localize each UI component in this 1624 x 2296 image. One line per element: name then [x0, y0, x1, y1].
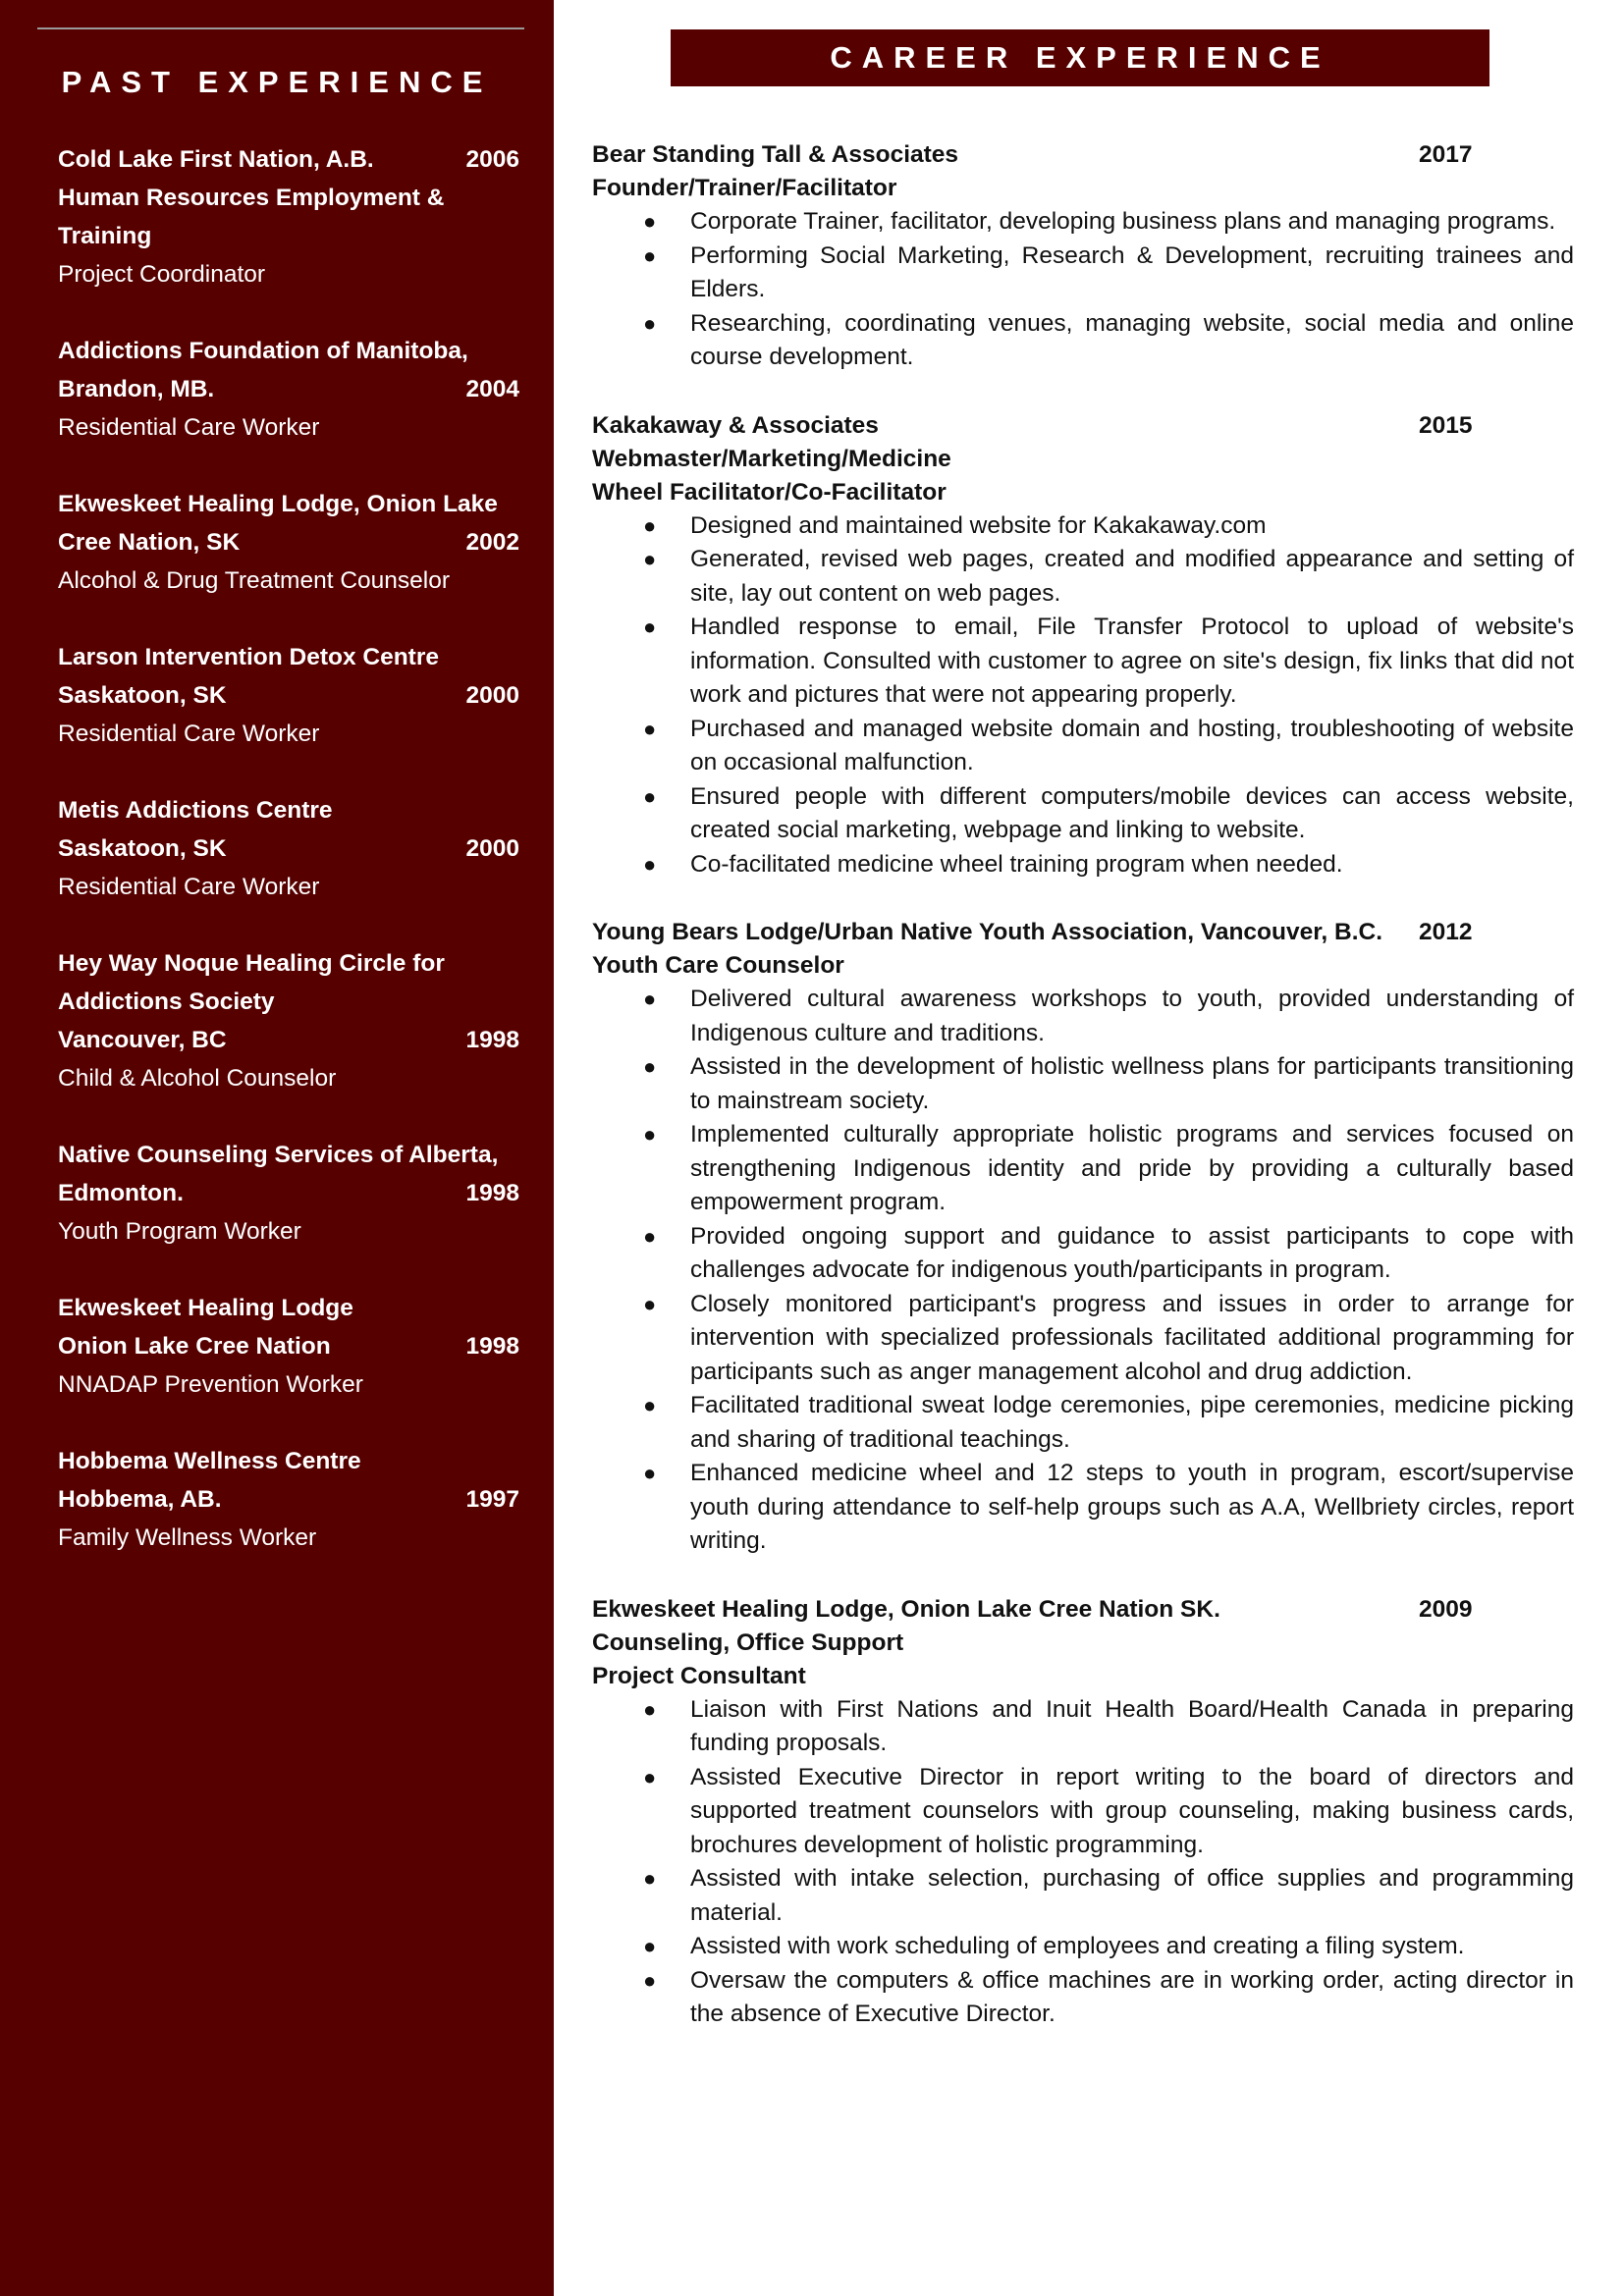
- job-title: Project Consultant: [592, 1662, 806, 1689]
- job-bullet: [592, 1693, 1574, 1761]
- job-year: 2015: [1419, 411, 1473, 439]
- past-entry-role: Residential Care Worker: [58, 721, 320, 747]
- job-bullet-text: Liaison with First Nations and Inuit Health Board/Health Canada in preparing funding proposals.: [690, 1695, 1574, 1756]
- job-bullet: [592, 1389, 1574, 1457]
- job-bullet-text: Enhanced medicine wheel and 12 steps to youth in program, escort/supervise youth during attendance to self-help groups such as A.A, Wellbriety circles, report writing.: [690, 1460, 1574, 1554]
- job-title: Founder/Trainer/Facilitator: [592, 175, 897, 201]
- past-experience-entry: [58, 485, 519, 600]
- past-entry-org: Saskatoon, SK: [58, 835, 227, 862]
- past-entry-year: 1998: [465, 1333, 519, 1360]
- bullet-icon: ●: [643, 242, 657, 268]
- job-bullet: [592, 543, 1574, 611]
- job-bullet: [592, 611, 1574, 713]
- past-experience-heading: PAST EXPERIENCE: [61, 65, 493, 99]
- job-bullet-list: [592, 983, 1574, 1559]
- job-bullet-text: Corporate Trainer, facilitator, developing business plans and managing programs.: [690, 208, 1556, 235]
- job-bullet-text: Co-facilitated medicine wheel training program when needed.: [690, 850, 1343, 878]
- past-entry-role: Child & Alcohol Counselor: [58, 1065, 337, 1092]
- job-bullet: [592, 713, 1574, 780]
- bullet-icon: ●: [643, 1461, 657, 1485]
- past-experience-entry: [58, 1136, 519, 1251]
- past-entry-org: Hobbema, AB.: [58, 1486, 222, 1513]
- past-entry-org-line: [58, 1480, 519, 1519]
- past-entry-org-line: [58, 1327, 519, 1365]
- job-header: [592, 138, 1574, 172]
- job-title: Webmaster/Marketing/Medicine: [592, 445, 951, 472]
- past-entry-org-line: [58, 1136, 519, 1174]
- past-entry-org-line: [58, 332, 519, 370]
- past-entry-org-line: [58, 179, 519, 217]
- past-entry-org-line: [58, 1289, 519, 1327]
- job-company: Young Bears Lodge/Urban Native Youth Association, Vancouver, B.C.: [592, 919, 1383, 945]
- job-bullet-text: Delivered cultural awareness workshops to youth, provided understanding of Indigenous culture and traditions.: [690, 986, 1574, 1046]
- job-bullet: [592, 307, 1574, 375]
- past-entry-role: Family Wellness Worker: [58, 1524, 317, 1551]
- job-bullet-text: Generated, revised web pages, created and modified appearance and setting of site, lay out content on web pages.: [690, 546, 1574, 607]
- job-header: [592, 1593, 1574, 1627]
- past-entry-org: Larson Intervention Detox Centre: [58, 644, 439, 670]
- past-entry-role: Youth Program Worker: [58, 1218, 301, 1245]
- bullet-icon: ●: [643, 209, 657, 234]
- past-entry-role: Residential Care Worker: [58, 874, 320, 900]
- bullet-icon: ●: [643, 1393, 657, 1417]
- past-entry-org: Ekweskeet Healing Lodge, Onion Lake: [58, 491, 498, 517]
- past-entry-org: Saskatoon, SK: [58, 682, 227, 709]
- past-entry-org: Onion Lake Cree Nation: [58, 1333, 331, 1360]
- job-bullet-text: Oversaw the computers & office machines are in working order, acting director in the absence of Executive Director.: [690, 1966, 1574, 2027]
- past-experience-list: [58, 140, 519, 1595]
- past-entry-org: Native Counseling Services of Alberta,: [58, 1142, 499, 1168]
- past-entry-year: 2000: [465, 682, 519, 709]
- job-bullet-text: Assisted in the development of holistic wellness plans for participants transitioning to mainstream society.: [690, 1053, 1574, 1114]
- job-bullet-text: Provided ongoing support and guidance to assist participants to cope with challenges advocate for indigenous youth/participants in program.: [690, 1222, 1574, 1283]
- job-bullet: [592, 983, 1574, 1050]
- past-entry-role: Residential Care Worker: [58, 414, 320, 441]
- past-entry-org: Ekweskeet Healing Lodge: [58, 1295, 353, 1321]
- job-bullet-text: Closely monitored participant's progress and issues in order to arrange for intervention with specialized professionals facilitated additional programming for participants such as anger management alcohol and drug addiction.: [690, 1290, 1574, 1385]
- past-entry-year: 2006: [465, 146, 519, 173]
- bullet-icon: ●: [643, 512, 657, 538]
- bullet-icon: ●: [643, 1866, 657, 1891]
- past-entry-org-line: [58, 370, 519, 408]
- past-entry-role: Project Coordinator: [58, 261, 266, 288]
- past-entry-year: 1997: [465, 1486, 519, 1513]
- past-entry-org-line: [58, 638, 519, 676]
- job-bullet-text: Designed and maintained website for Kakakaway.com: [690, 511, 1267, 539]
- past-entry-org-line: [58, 485, 519, 523]
- past-entry-org: Addictions Society: [58, 988, 275, 1015]
- past-experience-entry: [58, 944, 519, 1097]
- job-bullet-list: [592, 509, 1574, 882]
- past-entry-org-line: [58, 523, 519, 561]
- past-experience-entry: [58, 791, 519, 906]
- past-entry-year: 2004: [465, 376, 519, 402]
- job-bullet: [592, 1761, 1574, 1863]
- past-entry-role: NNADAP Prevention Worker: [58, 1371, 363, 1398]
- past-entry-org: Training: [58, 223, 152, 249]
- job-header: [592, 409, 1574, 443]
- past-experience-entry: [58, 1442, 519, 1557]
- past-entry-org-line: [58, 217, 519, 255]
- job-bullet: [592, 1050, 1574, 1118]
- job-bullet: [592, 780, 1574, 848]
- job-bullet: [592, 1964, 1574, 2032]
- job-entry: [592, 916, 1574, 1559]
- past-entry-org: Hobbema Wellness Centre: [58, 1448, 361, 1474]
- past-experience-entry: [58, 140, 519, 294]
- career-experience-heading: CAREER EXPERIENCE: [671, 29, 1489, 86]
- bullet-icon: ●: [643, 1223, 657, 1249]
- job-year: 2009: [1419, 1595, 1473, 1623]
- job-entry: [592, 138, 1574, 375]
- past-entry-org: Metis Addictions Centre: [58, 797, 333, 824]
- bullet-icon: ●: [643, 1291, 657, 1316]
- past-entry-org-line: [58, 1174, 519, 1212]
- bullet-icon: ●: [643, 1934, 657, 1958]
- bullet-icon: ●: [643, 716, 657, 741]
- past-entry-org-line: [58, 1442, 519, 1480]
- job-bullet: [592, 1220, 1574, 1288]
- job-bullet: [592, 240, 1574, 307]
- sidebar: [0, 0, 554, 2296]
- bullet-icon: ●: [643, 1967, 657, 1993]
- past-entry-year: 2000: [465, 835, 519, 862]
- job-entry: [592, 1593, 1574, 2032]
- job-bullet: [592, 1862, 1574, 1930]
- job-bullet: [592, 205, 1574, 240]
- past-entry-org-line: [58, 983, 519, 1021]
- job-company: Bear Standing Tall & Associates: [592, 141, 959, 168]
- job-bullet: [592, 1288, 1574, 1390]
- past-experience-entry: [58, 638, 519, 753]
- bullet-icon: ●: [643, 1696, 657, 1722]
- bullet-icon: ●: [643, 783, 657, 809]
- past-entry-org: Hey Way Noque Healing Circle for: [58, 950, 445, 977]
- past-entry-org: Cree Nation, SK: [58, 529, 241, 556]
- job-bullet-text: Implemented culturally appropriate holistic programs and services focused on strengthening Indigenous identity and pride by providing a culturally based empowerment program.: [690, 1121, 1574, 1215]
- past-entry-org: Vancouver, BC: [58, 1027, 227, 1053]
- past-entry-org-line: [58, 791, 519, 829]
- job-bullet: [592, 1930, 1574, 1964]
- bullet-icon: ●: [643, 614, 657, 639]
- past-entry-org-line: [58, 1021, 519, 1059]
- job-year: 2017: [1419, 141, 1473, 168]
- past-entry-org: Human Resources Employment &: [58, 185, 445, 211]
- bullet-icon: ●: [643, 1122, 657, 1147]
- job-title: Youth Care Counselor: [592, 952, 844, 979]
- past-entry-org: Edmonton.: [58, 1180, 184, 1206]
- bullet-icon: ●: [643, 310, 657, 336]
- job-bullet-list: [592, 1693, 1574, 2032]
- job-bullet: [592, 848, 1574, 882]
- job-bullet: [592, 509, 1574, 544]
- past-entry-year: 1998: [465, 1180, 519, 1206]
- past-entry-role: Alcohol & Drug Treatment Counselor: [58, 567, 450, 594]
- job-entry: [592, 409, 1574, 882]
- bullet-icon: ●: [643, 547, 657, 571]
- past-entry-org: Brandon, MB.: [58, 376, 215, 402]
- bullet-icon: ●: [643, 987, 657, 1011]
- job-bullet: [592, 1118, 1574, 1220]
- sidebar-divider: [37, 27, 524, 29]
- job-bullet-text: Assisted with intake selection, purchasing of office supplies and programming material.: [690, 1865, 1574, 1926]
- bullet-icon: ●: [643, 851, 657, 877]
- past-experience-entry: [58, 1289, 519, 1404]
- job-header: [592, 916, 1574, 949]
- job-bullet-text: Researching, coordinating venues, managing website, social media and online course development.: [690, 309, 1574, 370]
- job-bullet-text: Assisted with work scheduling of employees and creating a filing system.: [690, 1933, 1465, 1959]
- past-entry-year: 1998: [465, 1027, 519, 1053]
- job-title: Counseling, Office Support: [592, 1629, 904, 1656]
- past-experience-entry: [58, 332, 519, 447]
- past-entry-org-line: [58, 140, 519, 179]
- job-company: Kakakaway & Associates: [592, 411, 879, 439]
- job-bullet-list: [592, 205, 1574, 375]
- job-bullet-text: Performing Social Marketing, Research & Development, recruiting trainees and Elders.: [690, 241, 1574, 302]
- career-experience-list: [592, 138, 1574, 2066]
- job-title: Wheel Facilitator/Co-Facilitator: [592, 478, 947, 506]
- bullet-icon: ●: [643, 1764, 657, 1789]
- past-entry-org-line: [58, 829, 519, 868]
- past-entry-org-line: [58, 676, 519, 715]
- job-bullet-text: Handled response to email, File Transfer Protocol to upload of website's information. Consulted with customer to agree on site's design, fix links that did not work and pictures that were not appearing properly.: [690, 614, 1574, 708]
- job-company: Ekweskeet Healing Lodge, Onion Lake Cree Nation SK.: [592, 1595, 1220, 1623]
- bullet-icon: ●: [643, 1054, 657, 1079]
- job-bullet-text: Purchased and managed website domain and hosting, troubleshooting of website on occasional malfunction.: [690, 715, 1574, 775]
- job-bullet: [592, 1457, 1574, 1559]
- job-year: 2012: [1419, 919, 1473, 945]
- past-entry-org-line: [58, 944, 519, 983]
- job-bullet-text: Ensured people with different computers/mobile devices can access website, created social marketing, webpage and linking to website.: [690, 782, 1574, 843]
- past-entry-year: 2002: [465, 529, 519, 556]
- job-bullet-text: Facilitated traditional sweat lodge ceremonies, pipe ceremonies, medicine picking and sharing of traditional teachings.: [690, 1392, 1574, 1453]
- past-entry-org: Cold Lake First Nation, A.B.: [58, 146, 374, 173]
- job-bullet-text: Assisted Executive Director in report writing to the board of directors and supported treatment counselors with group counseling, making business cards, brochures development of holistic programming.: [690, 1763, 1574, 1858]
- past-entry-org: Addictions Foundation of Manitoba,: [58, 338, 468, 364]
